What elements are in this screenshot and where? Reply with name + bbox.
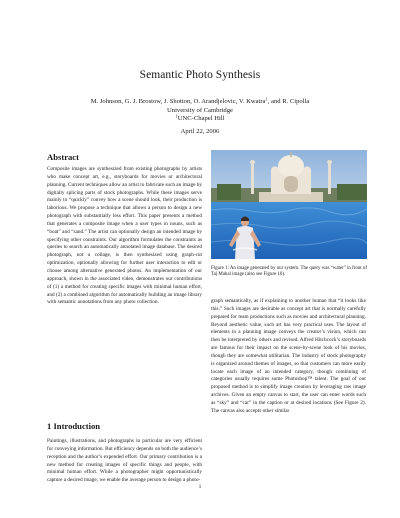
author-affiliation-marker: 1 [265,96,268,102]
paper-date: April 22, 2006 [180,128,220,135]
abstract-body: Composite images are synthesized from existing photographs by artists who make concept art, e.g., storyboards for movies or architectural planning. Current techniques allow an artist to fabricate such an image by digitally splicing parts of stock photographs. While these images serve mainly to “quickly” convey how a scene should look, their production is laborious. We propose a technique that allows a person to design a new photograph with substantially less effort. This paper presents a method that generates a composite image when a user types in nouns, such as “boat” and “sand.” The artist can optionally design an intended image by specifying other constraints. Our algorithm formulates the constraints as queries to search an automatically annotated image database. The desired photograph, not a collage, is then synthesized using graph-cut optimization, optionally allowing for further user interaction to edit or choose among alternative generated photos. An implementation of our approach, shown in the associated video, demonstrates our contributions of (1) a method for creating specific images with minimal human effort, and (2) a combined algorithm for automatically building an image library with semantic annotations from any photo collection. [47,166,202,306]
author-names-tail: , and R. Cipolla [267,98,310,105]
taj-mahal-illustration [211,150,367,259]
affiliation-unc-name: UNC-Chapel Hill [177,115,225,122]
affiliation-unc [0,115,400,123]
introduction-continued-body: graph semantically, as if explaining to another human that “it looks like this.” Such images are desirable as concept art that is normally carefully prepared for team productions such as movies and architectural planning. Beyond aesthetic value, such art has very practical uses. The layout of elements in a planning image conveys the creator’s vision, which can then be interpreted by others and revised. Alfred Hitchcock’s storyboards are famous for their impact on the scene-by-scene look of his movies, though they are somewhat utilitarian. The industry of stock photography is organized around themes of images, so that customers can more easily locate each image of an intended category, though combining of categories usually requires some Photoshop™ talent. The goal of our proposed method is to simplify image creation by leveraging raw image archives. Given an empty canvas to start, the user can enter words such as “sky” and “car” in the caption or at desired locations (See Figure 2). The canvas also accepts other similar [211,298,366,414]
figure-taj-mahal-image [211,150,367,259]
author-names: M. Johnson, G. J. Brostow, J. Shotton, O. Arandjelovic, V. Kwatra [90,98,266,105]
affiliation-cambridge: University of Cambridge [167,107,233,114]
introduction-heading: 1 Introduction [47,421,101,431]
author-list [0,98,400,106]
abstract-heading: Abstract [47,152,79,162]
affiliation-marker: 1 [175,113,178,119]
introduction-body: Paintings, illustrations, and photographs in particular are very efficient for conveying information. But efficiency depends on both the audience’s reception and the author’s expended effort. Our primary contribution is a new method for creating images of specific things and people, with minimal human effort. While a photographer might opportunistically capture a desired image, we enable the average person to design a photo- [47,438,202,484]
figure-1-caption: Figure 1: An image generated by our system. The query was “water” in front of Taj Mahal image (also see Figure 10). [211,266,367,278]
paper-title: Semantic Photo Synthesis [139,69,261,81]
page-number: 1 [198,484,202,490]
